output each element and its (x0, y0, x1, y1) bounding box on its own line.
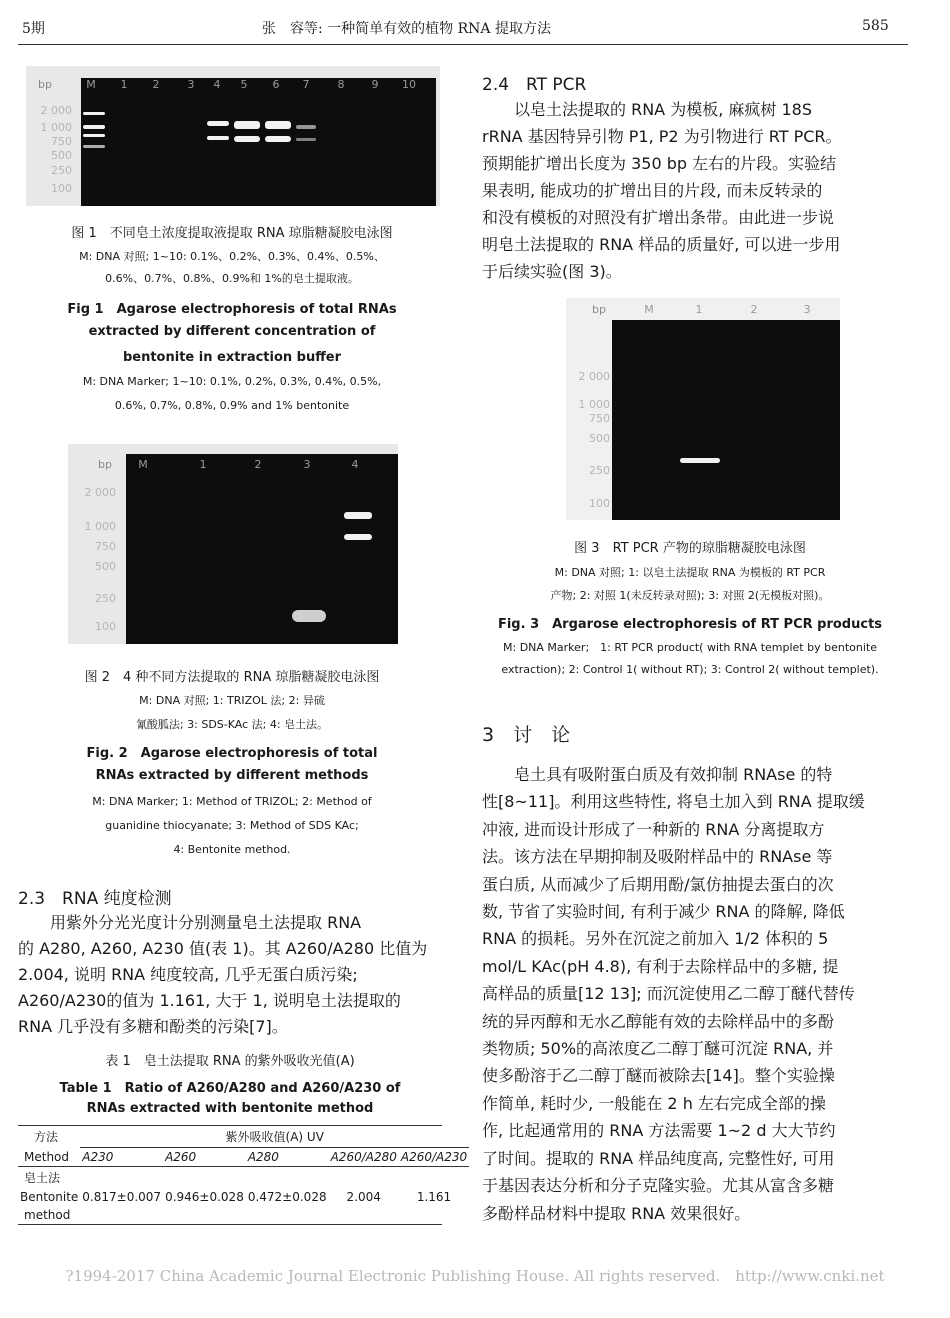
table-cell: 0.946±0.028 (165, 1190, 244, 1204)
section-2-4-heading: 2.4 RT PCR (482, 75, 587, 95)
fig1-marker-band (83, 145, 105, 148)
fig1-caption-cn-line: M: DNA 对照; 1~10: 0.1%、0.2%、0.3%、0.4%、0.5%、 (79, 250, 385, 263)
fig1-caption-cn-line: 0.6%、0.7%、0.8%、0.9%和 1%的皂土提取液。 (105, 272, 359, 285)
text-line: rRNA 基因特异引物 P1, P2 为引物进行 RT PCR。 (482, 127, 842, 146)
text-line: 明皂土法提取的 RNA 样品的质量好, 可以进一步用 (482, 235, 841, 254)
fig1-rna-band (296, 138, 316, 141)
fig1-caption (22, 222, 442, 422)
text-line: 于后续实验(图 3)。 (482, 262, 622, 281)
text-line: 蛋白质, 从而减少了后期用酚/氯仿抽提去蛋白的次 (482, 874, 834, 894)
fig2-caption-cn: 图 2 4 种不同方法提取的 RNA 琼脂糖凝胶电泳图 (84, 670, 380, 685)
fig3-lane-label: 2 (750, 303, 758, 316)
section-2-3-body (18, 910, 442, 1040)
table-cell: 0.472±0.028 (247, 1190, 327, 1204)
table-cell: 1.161 (416, 1190, 452, 1204)
fig1-marker-label: 250 (51, 164, 72, 177)
fig3-marker-label: 500 (589, 432, 610, 445)
text-line: RNA 几乎没有多糖和酚类的污染[7]。 (18, 1017, 288, 1036)
table-header-cell: A260/A280 (330, 1150, 397, 1164)
section-3-heading: 3 讨 论 (482, 724, 571, 746)
fig1-rna-band (234, 136, 260, 142)
fig2-lane-label: 4 (351, 458, 359, 471)
text-line: 作简单, 耗时少, 一般能在 2 h 左右完成全部的操 (482, 1093, 826, 1113)
text-line: 果表明, 能成功的扩增出目的片段, 而未反转录的 (482, 181, 823, 200)
fig3-lane-label: 3 (803, 303, 811, 316)
fig1-marker-band (83, 112, 105, 115)
fig3-marker-label: 250 (589, 464, 610, 477)
fig2-lane-label: M (138, 458, 148, 471)
text-line: 皂土具有吸附蛋白质及有效抑制 RNAse 的特 (482, 765, 833, 784)
fig2-caption-en-small: guanidine thiocyanate; 3: Method of SDS KAc; (105, 819, 359, 832)
fig1-rna-band (207, 136, 229, 140)
fig2-panel (68, 444, 398, 644)
fig3-caption-cn-line: 产物; 2: 对照 1(未反转录对照); 3: 对照 2(无模板对照)。 (550, 589, 830, 602)
table1-title-en: RNAs extracted with bentonite method (86, 1101, 374, 1116)
fig1-marker-label: 1 000 (40, 121, 72, 134)
fig1-lane-label: 3 (187, 78, 195, 91)
fig2-marker-label: 500 (95, 560, 116, 573)
fig2-marker-label: 750 (95, 540, 116, 553)
page-number: 585 (862, 18, 889, 34)
text-line: 的 A280, A260, A230 值(表 1)。其 A260/A280 比值为 (18, 939, 428, 958)
text-line: 于基因表达分析和分子克隆实验。尤其从富含多糖 (482, 1176, 835, 1196)
text-line: 统的异丙醇和无水乙醇能有效的去除样品中的多酚 (482, 1011, 835, 1031)
text-line: 冲液, 进而设计形成了一种新的 RNA 分离提取方 (482, 819, 825, 839)
fig2-rna-band (344, 534, 372, 540)
fig1-caption-en: Fig 1 Agarose electrophoresis of total RNAs (67, 302, 397, 317)
fig1-rna-band (296, 125, 316, 129)
fig1-lane-label: 7 (302, 78, 310, 91)
table-header-row (18, 1126, 469, 1148)
running-title: 张 容等: 一种简单有效的植物 RNA 提取方法 (262, 21, 551, 37)
fig3-bp-label: bp (592, 303, 606, 316)
fig1-rna-band (265, 121, 291, 129)
text-line: 高样品的质量[12 13]; 而沉淀使用乙二醇丁醚代替传 (482, 984, 855, 1004)
fig2-rna-band (344, 512, 372, 519)
table-cell: Bentonite (20, 1190, 79, 1204)
fig2-gel-image (126, 454, 398, 644)
table-row (18, 1167, 469, 1189)
fig3-caption-en-small: M: DNA Marker; 1: RT PCR product( with RNA templet by bentonite (503, 641, 877, 654)
text-line: 使多酚溶于乙二醇丁醚而被除去[14]。整个实验操 (482, 1066, 835, 1086)
section-2-4-body (482, 96, 906, 285)
text-line: 和没有模板的对照没有扩增出条带。由此进一步说 (482, 208, 835, 227)
fig2-marker-label: 2 000 (84, 486, 116, 499)
table-row (18, 1188, 469, 1206)
fig3-caption (472, 537, 908, 687)
fig1-marker-label: 100 (51, 182, 72, 195)
fig1-marker-band (83, 125, 105, 129)
table-header-row (18, 1148, 469, 1167)
fig1-marker-label: 2 000 (40, 104, 72, 117)
text-line: 多酚样品材料中提取 RNA 效果很好。 (482, 1203, 751, 1223)
fig2-smear-band (292, 610, 326, 622)
fig1-bp-label: bp (38, 78, 52, 91)
text-line: 数, 节省了实验时间, 有利于减少 RNA 的降解, 降低 (482, 902, 845, 922)
table-row (18, 1206, 469, 1224)
fig3-marker-label: 750 (589, 412, 610, 425)
fig3-marker-label: 2 000 (578, 370, 610, 383)
fig2-caption-en-small: 4: Bentonite method. (173, 843, 291, 856)
fig1-caption-en: bentonite in extraction buffer (122, 350, 342, 365)
fig3-lane-label: 1 (695, 303, 703, 316)
fig1-gel-image (81, 78, 436, 206)
table-header-cell: A260 (165, 1150, 197, 1164)
table1-title-cn: 表 1 皂土法提取 RNA 的紫外吸收光值(A) (105, 1054, 355, 1069)
fig3-caption-cn: 图 3 RT PCR 产物的琼脂糖凝胶电泳图 (574, 541, 806, 556)
section-2-3-heading: 2.3 RNA 纯度检测 (18, 889, 172, 909)
table-cell: 2.004 (346, 1190, 381, 1204)
fig1-lane-label: 2 (152, 78, 160, 91)
fig1-rna-band (234, 121, 260, 129)
table-header-cell: A230 (82, 1150, 114, 1164)
fig3-panel (566, 298, 840, 520)
table1-title-en: Table 1 Ratio of A260/A280 and A260/A230 of (59, 1081, 401, 1096)
fig2-lane-label: 3 (303, 458, 311, 471)
fig1-marker-band (83, 134, 105, 137)
fig1-lane-label: 6 (272, 78, 280, 91)
table-cell: 皂土法 (24, 1171, 61, 1185)
fig2-marker-label: 1 000 (84, 520, 116, 533)
text-line: 2.004, 说明 RNA 纯度较高, 几乎无蛋白质污染; (18, 965, 358, 984)
fig1-lane-label: M (86, 78, 96, 91)
fig2-marker-label: 250 (95, 592, 116, 605)
text-line: 用紫外分光光度计分别测量皂土法提取 RNA (18, 913, 362, 932)
text-line: RNA 的损耗。另外在沉淀之前加入 1/2 体积的 5 (482, 929, 829, 949)
table1 (18, 1125, 468, 1225)
fig3-gel-image (612, 320, 840, 520)
fig1-panel (26, 66, 440, 206)
issue-number: 5期 (22, 21, 45, 37)
fig1-caption-en-small: M: DNA Marker; 1~10: 0.1%, 0.2%, 0.3%, 0.4%, 0.5%, (82, 375, 382, 388)
fig1-rna-band (265, 136, 291, 142)
fig2-caption-en: RNAs extracted by different methods (95, 768, 369, 783)
fig3-pcr-band (680, 458, 720, 463)
section-3-body (482, 761, 906, 1227)
table-header-cell: 方法 (34, 1130, 59, 1145)
fig2-caption-cn-line: 氰酸胍法; 3: SDS-KAc 法; 4: 皂土法。 (135, 718, 329, 731)
text-line: 法。该方法在早期抑制及吸附样品中的 RNAse 等 (482, 847, 833, 867)
fig2-caption (22, 666, 442, 866)
fig2-lane-label: 2 (254, 458, 262, 471)
fig1-caption-en: extracted by different concentration of (88, 324, 376, 339)
copyright-footer: ?1994-2017 China Academic Journal Electronic Publishing House. All rights reserved. http://www.cnki.net (65, 1267, 885, 1285)
fig1-lane-label: 4 (213, 78, 221, 91)
fig1-lane-label: 9 (371, 78, 379, 91)
fig3-caption-en: Fig. 3 Argarose electrophoresis of RT PCR products (497, 617, 883, 632)
fig2-marker-label: 100 (95, 620, 116, 633)
fig2-caption-en-small: M: DNA Marker; 1: Method of TRIZOL; 2: Method of (92, 795, 372, 808)
fig1-rna-band (207, 121, 229, 126)
fig2-bp-label: bp (98, 458, 112, 471)
fig3-caption-en-small: extraction); 2: Control 1( without RT); 3: Control 2( without templet). (501, 663, 879, 676)
table-cell: method (24, 1208, 71, 1222)
fig2-caption-cn-line: M: DNA 对照; 1: TRIZOL 法; 2: 异硫 (139, 694, 325, 707)
fig1-lane-label: 5 (240, 78, 248, 91)
fig3-marker-label: 1 000 (578, 398, 610, 411)
text-line: mol/L KAc(pH 4.8), 有利于去除样品中的多糖, 提 (482, 956, 839, 976)
fig1-marker-label: 500 (51, 149, 72, 162)
fig3-marker-label: 100 (589, 497, 610, 510)
table-header-cell: A260/A230 (400, 1150, 468, 1164)
fig2-lane-label: 1 (199, 458, 207, 471)
text-line: A260/A230的值为 1.161, 大于 1, 说明皂土法提取的 (18, 991, 401, 1010)
table-header-cell: 紫外吸收值(A) UV (80, 1126, 469, 1148)
header-rule (18, 44, 908, 45)
fig1-lane-label: 10 (402, 78, 416, 91)
fig3-lane-label: M (644, 303, 654, 316)
text-line: 以皂土法提取的 RNA 为模板, 麻疯树 18S (482, 100, 812, 119)
fig1-lane-label: 1 (120, 78, 128, 91)
text-line: 作, 比起通常用的 RNA 方法需要 1~2 d 大大节约 (482, 1121, 836, 1141)
fig2-caption-en: Fig. 2 Agarose electrophoresis of total (86, 746, 378, 761)
text-line: 类物质; 50%的高浓度乙二醇丁醚可沉淀 RNA, 并 (482, 1039, 834, 1059)
fig3-caption-cn-line: M: DNA 对照; 1: 以皂土法提取 RNA 为模板的 RT PCR (554, 566, 826, 579)
table-header-cell: Method (24, 1149, 70, 1164)
table-cell: 0.817±0.007 (82, 1190, 162, 1204)
text-line: 了时间。提取的 RNA 样品纯度高, 完整性好, 可用 (482, 1148, 835, 1168)
fig1-caption-en-small: 0.6%, 0.7%, 0.8%, 0.9% and 1% bentonite (114, 399, 350, 412)
table1-grid (18, 1126, 469, 1224)
text-line: 性[8~11]。利用这些特性, 将皂土加入到 RNA 提取缓 (482, 792, 865, 812)
fig1-marker-label: 750 (51, 135, 72, 148)
table-header-cell: A280 (247, 1150, 279, 1164)
fig1-caption-cn: 图 1 不同皂土浓度提取液提取 RNA 琼脂糖凝胶电泳图 (71, 226, 393, 241)
fig1-lane-label: 8 (337, 78, 345, 91)
text-line: 预期能扩增出长度为 350 bp 左右的片段。实验结 (482, 154, 837, 173)
